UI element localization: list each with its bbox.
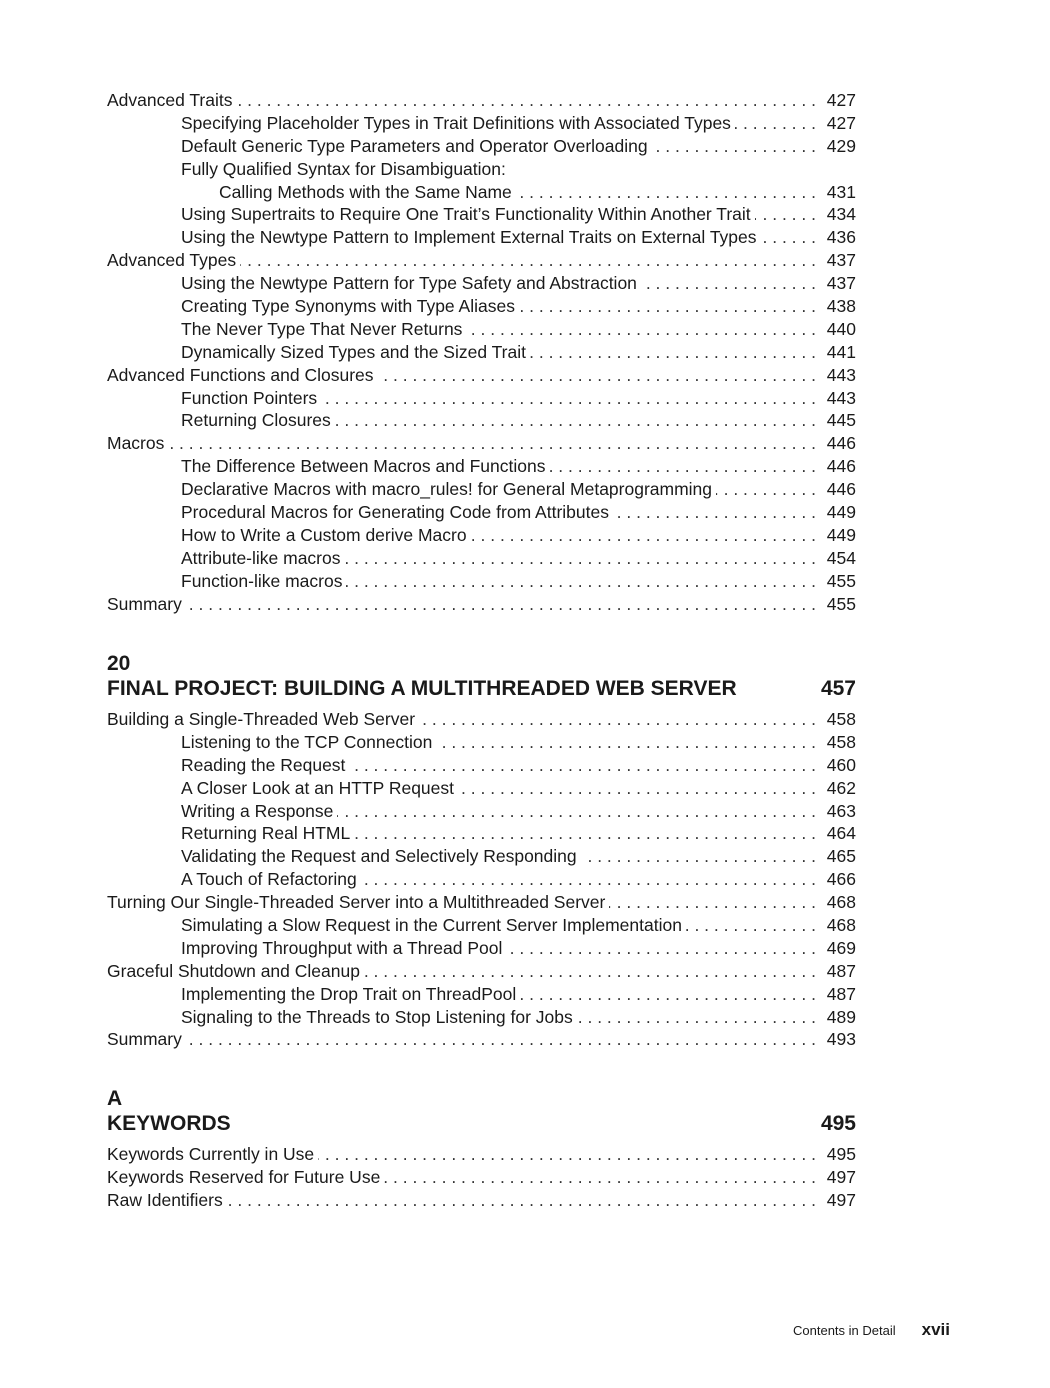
toc-entry-page: 445 [826,410,856,431]
toc-entry [107,708,856,731]
dot-leader [520,983,816,1006]
toc-entry-title: Specifying Placeholder Types in Trait Definitions with Associated Types [181,112,731,133]
toc-entry-title: Graceful Shutdown and Cleanup [107,960,360,981]
dot-leader [318,1143,816,1166]
toc-entry-title: Validating the Request and Selectively Responding [181,846,577,867]
toc-entry-title: Macros [107,433,165,454]
toc-entry-title: Declarative Macros with macro_rules! for General Metaprogramming [181,479,713,500]
toc-entry-title: Using Supertraits to Require One Trait’s Functionality Within Another Trait [181,204,751,225]
page-footer [793,1320,950,1340]
toc-entry [107,387,856,410]
toc-entry-title: Advanced Types [107,250,237,271]
toc-entry [107,1143,856,1166]
toc-entry-title: Advanced Traits [107,90,233,110]
toc-entry-title: Using the Newtype Pattern to Implement External Traits on External Types [181,227,757,248]
toc-entry [107,800,856,823]
dot-leader [506,937,816,960]
toc-entry [107,524,856,547]
toc-entry [107,754,856,777]
chapter-number: 20 [107,652,131,675]
toc-entry-page: 495 [826,1144,856,1164]
toc-appendix-a [107,1143,856,1212]
dot-leader [641,272,816,295]
toc-entry-page: 455 [826,570,856,591]
toc-entry-title: Procedural Macros for Generating Code from Attributes [181,502,609,523]
footer-label: Contents in Detail [793,1323,896,1338]
toc-entry [107,89,856,112]
toc-entry [107,983,856,1006]
dot-leader [349,754,816,777]
toc-entry-page: 497 [826,1189,856,1210]
toc-entry-page: 446 [826,479,856,500]
dot-leader [354,822,816,845]
dot-leader [186,1028,816,1051]
toc-entry-title: Writing a Response [181,800,334,821]
toc-entry-page: 468 [826,892,856,913]
dot-leader [240,249,816,272]
toc-entry [107,937,856,960]
dot-leader [384,1166,816,1189]
toc-entry-page: 493 [826,1029,856,1050]
toc-entry [107,1189,856,1212]
dot-leader [735,112,816,135]
toc-entry-title: Summary [107,593,182,614]
dot-leader [236,89,816,112]
toc-entry-page: 441 [826,341,856,362]
toc-top-section [107,89,856,615]
dot-leader [686,914,816,937]
toc-entry-title: The Difference Between Macros and Functions [181,456,546,477]
toc-entry-page: 449 [826,502,856,523]
dot-leader [761,226,816,249]
appendix-letter: A [107,1087,123,1110]
toc-entry [107,135,856,158]
toc-entry-page: 434 [826,204,856,225]
toc-entry-title: Function-like macros [181,570,343,591]
toc-entry [107,409,856,432]
toc-entry-title: Signaling to the Threads to Stop Listening for Jobs [181,1006,573,1027]
toc-entry-page: 464 [826,823,856,844]
toc-entry-page: 446 [826,456,856,477]
toc-entry-title: Summary [107,1029,182,1050]
toc-entry-title: Improving Throughput with a Thread Pool [181,937,503,958]
toc-entry-page: 437 [826,273,856,294]
toc-entry-page: 443 [826,387,856,408]
toc-entry-page: 458 [826,731,856,752]
toc-entry-title: Returning Real HTML [181,823,351,844]
toc-entry-title: Calling Methods with the Same Name [219,181,512,202]
toc-entry-title: Attribute-like macros [181,547,341,568]
toc-chapter-20 [107,708,856,1051]
toc-entry [107,341,856,364]
toc-entry [107,868,856,891]
toc-entry-page: 440 [826,318,856,339]
toc-entry [107,364,856,387]
dot-leader [364,960,816,983]
dot-leader [609,891,816,914]
toc-entry [107,318,856,341]
toc-entry [107,478,856,501]
toc-entry-page: 463 [826,800,856,821]
dot-leader [346,570,816,593]
toc-entry-title: Reading the Request [181,754,346,775]
toc-entry [107,731,856,754]
toc-entry [107,914,856,937]
toc-entry-page: 431 [826,181,856,202]
toc-entry-page: 429 [826,135,856,156]
toc-entry [107,112,856,135]
toc-entry [107,432,856,455]
toc-entry-page: 466 [826,869,856,890]
toc-entry [107,295,856,318]
dot-leader [530,341,816,364]
toc-entry [107,570,856,593]
dot-leader [361,868,816,891]
toc-entry [107,891,856,914]
toc-entry-title: A Closer Look at an HTTP Request [181,777,455,798]
toc-entry-title: Simulating a Slow Request in the Current Server Implementation [181,915,682,936]
toc-entry-page: 436 [826,227,856,248]
dot-leader [345,547,817,570]
toc-entry [107,203,856,226]
toc-entry-page: 446 [826,433,856,454]
toc-entry-title: Raw Identifiers [107,1189,223,1210]
toc-entry [107,822,856,845]
toc-entry [107,501,856,524]
toc-entry [107,226,856,249]
toc-entry-page: 443 [826,364,856,385]
toc-entry-page: 437 [826,250,856,271]
dot-leader [516,181,816,204]
dot-leader [321,387,816,410]
toc-entry [107,960,856,983]
toc-entry-page: 465 [826,846,856,867]
dot-leader [471,524,816,547]
toc-entry [107,777,856,800]
toc-entry-page: 454 [826,547,856,568]
toc-entry-page: 460 [826,754,856,775]
toc-entry [107,593,856,616]
dot-leader [186,593,816,616]
toc-entry-page: 489 [826,1006,856,1027]
appendix-title: KEYWORDS [107,1112,231,1135]
chapter-page: 457 [820,677,856,700]
toc-entry-page: 469 [826,937,856,958]
toc-entry [107,547,856,570]
dot-leader [335,409,816,432]
dot-leader [652,135,816,158]
dot-leader [549,455,816,478]
dot-leader [755,203,816,226]
toc-entry-title: Creating Type Synonyms with Type Aliases [181,296,515,317]
toc-entry-title: Function Pointers [181,387,318,408]
toc-entry-page: 449 [826,524,856,545]
toc-entry-title: Building a Single-Threaded Web Server [107,709,416,729]
chapter-heading [107,651,856,701]
toc-entry-title: Advanced Functions and Closures [107,364,374,385]
toc-entry-title: Default Generic Type Parameters and Operator Overloading [181,135,648,156]
toc-entry-page: 438 [826,296,856,317]
appendix-heading [107,1086,856,1136]
toc-entry [107,845,856,868]
dot-leader [466,318,816,341]
dot-leader [581,845,816,868]
toc-entry-page: 497 [826,1166,856,1187]
dot-leader [458,777,816,800]
toc-entry-title: The Never Type That Never Returns [181,318,463,339]
toc-entry [107,272,856,295]
dot-leader [613,501,816,524]
chapter-title: FINAL PROJECT: BUILDING A MULTITHREADED WEB SERVER [107,677,737,700]
dot-leader [378,364,816,387]
toc-entry-title: Turning Our Single-Threaded Server into a Multithreaded Server [107,892,606,913]
toc-entry-title: Implementing the Drop Trait on ThreadPool [181,983,517,1004]
toc-entry [107,181,856,204]
toc-entry-page: 468 [826,915,856,936]
toc-entry-title: Dynamically Sized Types and the Sized Trait [181,341,526,362]
dot-leader [337,800,816,823]
toc-entry-page: 487 [826,960,856,981]
footer-page-number: xvii [921,1320,950,1339]
toc-entry-title: How to Write a Custom derive Macro [181,524,467,545]
appendix-page: 495 [820,1112,856,1135]
dot-leader [436,731,816,754]
toc-entry [107,1028,856,1051]
toc-entry [107,1166,856,1189]
toc-entry [107,249,856,272]
dot-leader [716,478,816,501]
dot-leader [519,295,816,318]
toc-entry [107,158,856,181]
toc-entry-title: Returning Closures [181,410,331,431]
dot-leader [419,708,816,731]
dot-leader [168,432,816,455]
toc-entry [107,455,856,478]
toc-entry-title: Listening to the TCP Connection [181,731,433,752]
toc-entry-page: 427 [826,112,856,133]
toc-entry [107,1006,856,1029]
toc-entry-title: Keywords Reserved for Future Use [107,1166,381,1187]
toc-entry-page: 427 [826,90,856,110]
toc-entry-page: 487 [826,983,856,1004]
toc-entry-title: Fully Qualified Syntax for Disambiguation: [181,158,506,179]
toc-entry-page: 455 [826,593,856,614]
toc-entry-title: Keywords Currently in Use [107,1144,315,1164]
dot-leader [227,1189,816,1212]
toc-entry-page: 458 [826,709,856,729]
toc-entry-title: Using the Newtype Pattern for Type Safety and Abstraction [181,273,637,294]
toc-entry-page: 462 [826,777,856,798]
toc-entry-title: A Touch of Refactoring [181,869,357,890]
dot-leader [577,1006,816,1029]
